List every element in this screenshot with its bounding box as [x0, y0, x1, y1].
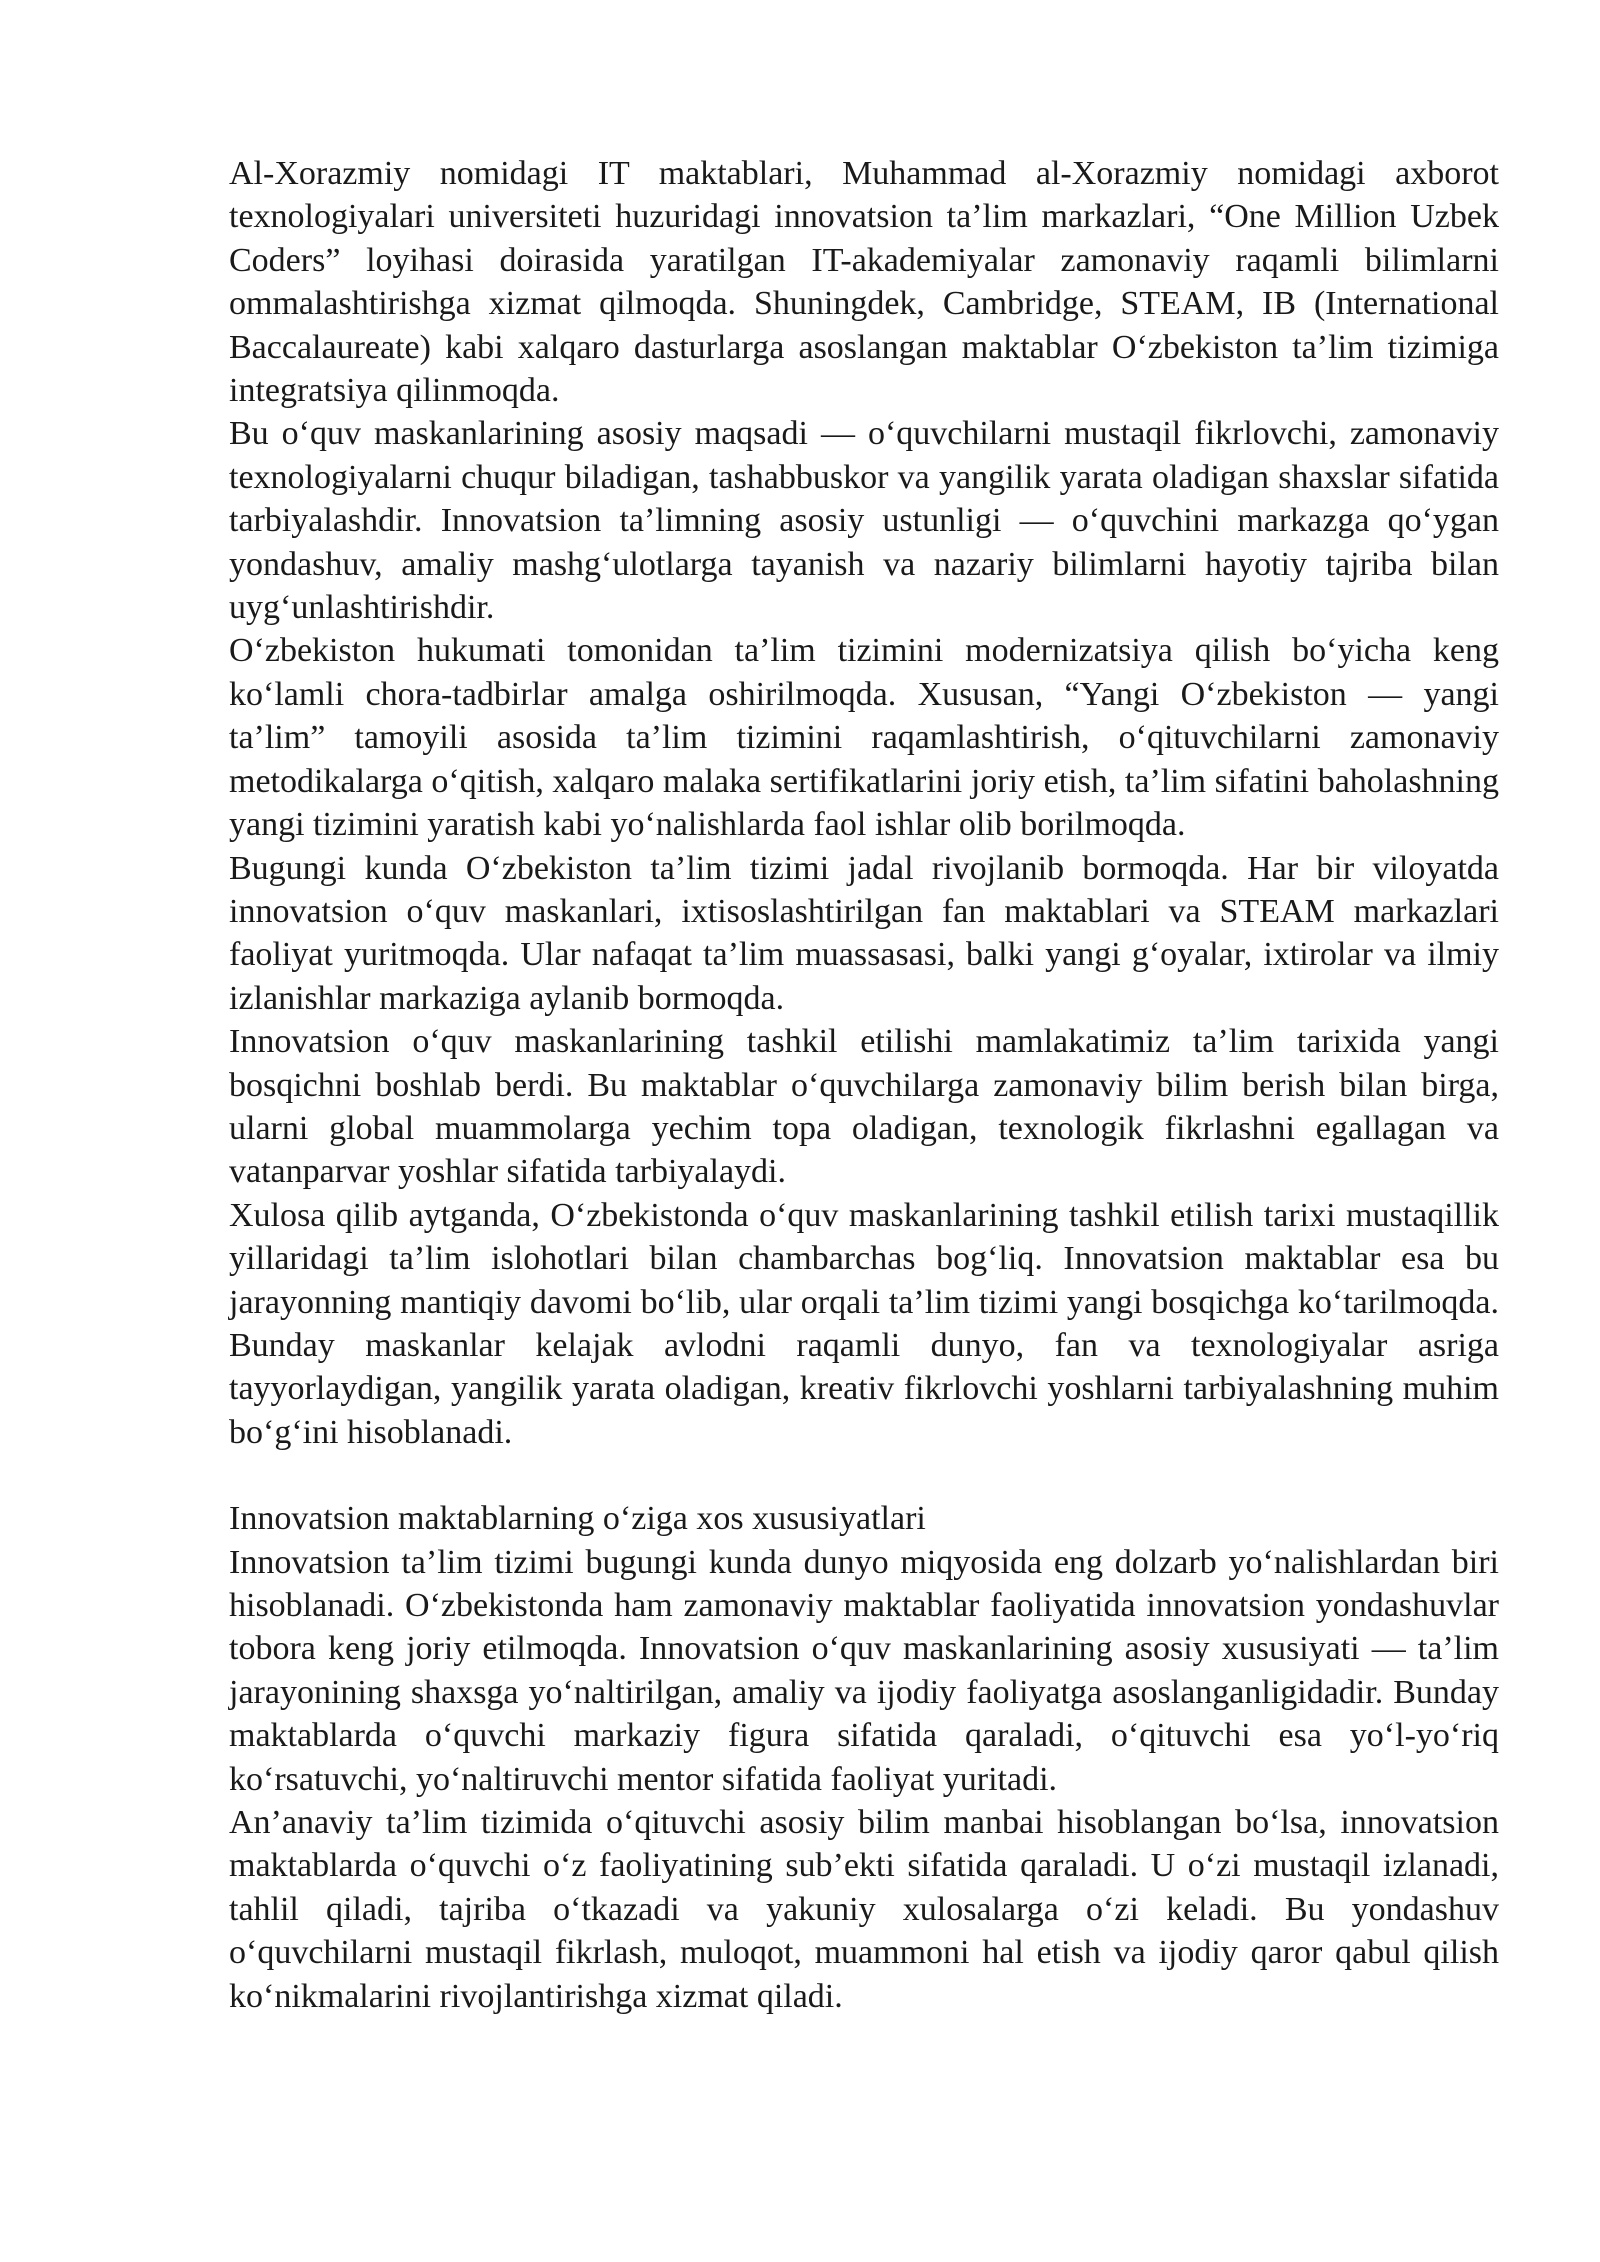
paragraph-new-stage: Innovatsion o‘quv maskanlarining tashkil etilishi mamlakatimiz ta’lim tarixida yangi bosqichni boshlab berdi. Bu maktablar o‘quvchilarga zamonaviy bilim berish bilan birga, ularni global muammolarga yechim topa oladigan, texnologik fikrlashni egallagan va vatanparvar yoshlar sifatida tarbiyalaydi. [229, 1023, 1499, 1191]
section-heading: Innovatsion maktablarning o‘ziga xos xususiyatlari [229, 1500, 926, 1538]
paragraph-spacer [229, 1454, 1499, 1497]
document-page [229, 152, 1499, 2018]
paragraph-current-state: Bugungi kunda O‘zbekiston ta’lim tizimi jadal rivojlanib bormoqda. Har bir viloyatda innovatsion o‘quv maskanlari, ixtisoslashtirilgan fan maktablari va STEAM markazlari faoliyat yuritmoqda. Ular nafaqat ta’lim muassasasi, balki yangi g‘oyalar, ixtirolar va ilmiy izlanishlar markaziga aylanib bormoqda. [229, 849, 1499, 1017]
paragraph-traditional-vs-innovative: An’anaviy ta’lim tizimida o‘qituvchi asosiy bilim manbai hisoblangan bo‘lsa, innovatsion maktablarda o‘quvchi o‘z faoliyatining sub’ekti sifatida qaraladi. U o‘zi mustaqil izlanadi, tahlil qiladi, tajriba o‘tkazadi va yakuniy xulosalarga o‘zi keladi. Bu yondashuv o‘quvchilarni mustaqil fikrlash, muloqot, muammoni hal etish va ijodiy qaror qabul qilish ko‘nikmalarini rivojlantirishga xizmat qiladi. [229, 1804, 1499, 2015]
paragraph-conclusion: Xulosa qilib aytganda, O‘zbekistonda o‘quv maskanlarining tashkil etilish tarixi mustaqillik yillaridagi ta’lim islohotlari bilan chambarchas bog‘liq. Innovatsion maktablar esa bu jarayonning mantiqiy davomi bo‘lib, ular orqali ta’lim tizimi yangi bosqichga ko‘tarilmoqda. Bunday maskanlar kelajak avlodni raqamli dunyo, fan va texnologiyalar asriga tayyorlaydigan, yangilik yarata oladigan, kreativ fikrlovchi yoshlarni tarbiyalashning muhim bo‘g‘ini hisoblanadi. [229, 1196, 1499, 1451]
paragraph-it-schools: Al-Xorazmiy nomidagi IT maktablari, Muhammad al-Xorazmiy nomidagi axborot texnologiyalari universiteti huzuridagi innovatsion ta’lim markazlari, “One Million Uzbek Coders” loyihasi doirasida yaratilgan IT-akademiyalar zamonaviy raqamli bilimlarni ommalashtirishga xizmat qilmoqda. Shuningdek, Cambridge, STEAM, IB (International Baccalaureate) kabi xalqaro dasturlarga asoslangan maktablar O‘zbekiston ta’lim tizimiga integratsiya qilinmoqda. [229, 155, 1499, 410]
paragraph-innovative-education: Innovatsion ta’lim tizimi bugungi kunda dunyo miqyosida eng dolzarb yo‘nalishlardan biri hisoblanadi. O‘zbekistonda ham zamonaviy maktablar faoliyatida innovatsion yondashuvlar tobora keng joriy etilmoqda. Innovatsion o‘quv maskanlarining asosiy xususiyati — ta’lim jarayonining shaxsga yo‘naltirilgan, amaliy va ijodiy faoliyatga asoslanganligidadir. Bunday maktablarda o‘quvchi markaziy figura sifatida qaraladi, o‘qituvchi esa yo‘l-yo‘riq ko‘rsatuvchi, yo‘naltiruvchi mentor sifatida faoliyat yuritadi. [229, 1543, 1499, 1798]
paragraph-goals: Bu o‘quv maskanlarining asosiy maqsadi — o‘quvchilarni mustaqil fikrlovchi, zamonaviy texnologiyalarni chuqur biladigan, tashabbuskor va yangilik yarata oladigan shaxslar sifatida tarbiyalashdir. Innovatsion ta’limning asosiy ustunligi — o‘quvchini markazga qo‘ygan yondashuv, amaliy mashg‘ulotlarga tayanish va nazariy bilimlarni hayotiy tajriba bilan uyg‘unlashtirishdir. [229, 415, 1499, 627]
paragraph-government-reforms: O‘zbekiston hukumati tomonidan ta’lim tizimini modernizatsiya qilish bo‘yicha keng ko‘lamli chora-tadbirlar amalga oshirilmoqda. Xususan, “Yangi O‘zbekiston — yangi ta’lim” tamoyili asosida ta’lim tizimini raqamlashtirish, o‘qituvchilarni zamonaviy metodikalarga o‘qitish, xalqaro malaka sertifikatlarini joriy etish, ta’lim sifatini baholashning yangi tizimini yaratish kabi yo‘nalishlarda faol ishlar olib borilmoqda. [229, 632, 1499, 844]
